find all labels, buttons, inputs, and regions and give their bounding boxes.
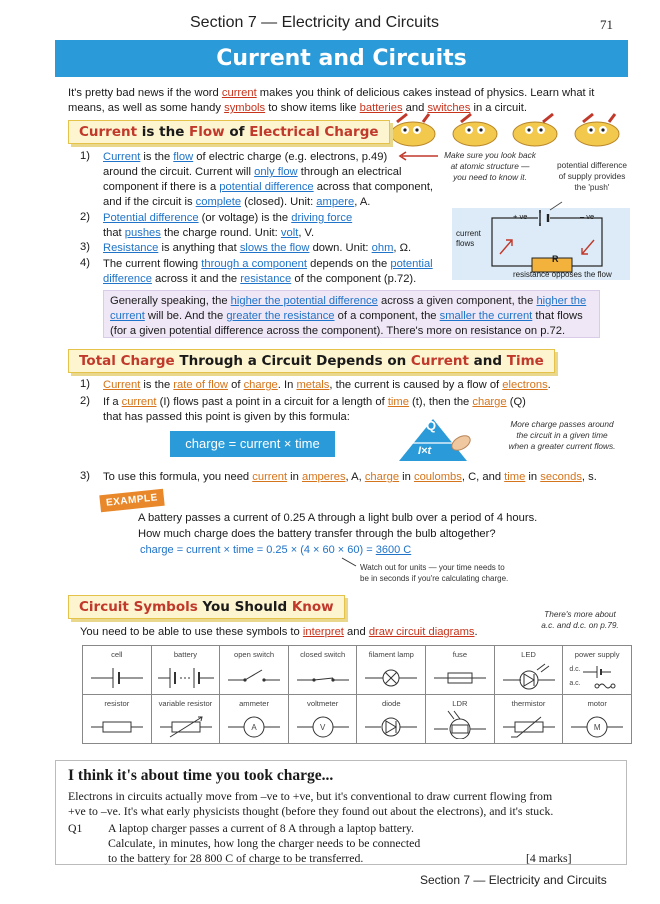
symbols-intro: You need to be able to use these symbols to interpret and draw circuit diagrams. bbox=[80, 626, 478, 638]
section-heading-current: Current is the Flow of Electrical Charge bbox=[68, 120, 390, 144]
symbol-open-switch: open switch bbox=[220, 646, 289, 695]
s1-item4-line2: difference across it and the resistance of the component (p.72). bbox=[103, 273, 417, 285]
symbol-led: LED bbox=[494, 646, 563, 695]
question-box-para-1: Electrons in circuits actually move from –ve to +ve, but it's conventional to draw current flowing from bbox=[68, 789, 553, 803]
triangle-bottom: I×t bbox=[418, 445, 432, 457]
s2-item1: Current is the rate of flow of charge. In metals, the current is caused by a flow of electrons. bbox=[103, 379, 551, 391]
symbol-resistor: resistor bbox=[83, 695, 152, 744]
s2-item2-line2: that has passed this point is given by this formula: bbox=[103, 411, 350, 423]
question-marks: [4 marks] bbox=[526, 851, 572, 865]
s1-item1-line3: component if there is a potential difference across that component, bbox=[103, 181, 434, 193]
item-number: 3) bbox=[80, 241, 90, 253]
item-number: 4) bbox=[80, 257, 90, 269]
s1-item2-line1: Potential difference (or voltage) is the driving force bbox=[103, 212, 353, 224]
s1-item4-line1: The current flowing through a component depends on the potential bbox=[103, 258, 433, 270]
symbol-thermistor: thermistor bbox=[494, 695, 563, 744]
page-title: Current and Circuits bbox=[55, 40, 628, 77]
item-number: 1) bbox=[80, 378, 90, 390]
symbol-ammeter: ammeter A bbox=[220, 695, 289, 744]
cake-illustrations bbox=[383, 112, 631, 150]
example-text: A battery passes a current of 0.25 A through a light bulb over a period of 4 hours. How much charge does the battery transfer through the bulb altogether? bbox=[138, 512, 538, 540]
s1-item1-line2: around the circuit. Current will only flow through an electrical bbox=[103, 166, 402, 178]
symbol-voltmeter: voltmeter V bbox=[288, 695, 357, 744]
symbol-variable-resistor: variable resistor bbox=[151, 695, 220, 744]
s1-item3: Resistance is anything that slows the flow down. Unit: ohm, Ω. bbox=[103, 242, 412, 254]
s1-item2-line2: that pushes the charge round. Unit: volt, V. bbox=[103, 227, 315, 239]
section-header: Section 7 — Electricity and Circuits bbox=[190, 14, 439, 31]
cake-1-icon bbox=[391, 114, 435, 146]
s2-item2-line1: If a current (I) flows past a point in a circuit for a length of time (t), then the charge (Q) bbox=[103, 396, 526, 408]
arrow-icon bbox=[396, 150, 440, 162]
symbol-motor: motor M bbox=[563, 695, 632, 744]
cake-2-icon bbox=[453, 114, 497, 146]
intro-line-2: means, as well as some handy symbols to show items like batteries and switches in a circuit. bbox=[68, 102, 527, 114]
triangle-top: Q bbox=[426, 418, 437, 433]
formula-box: charge = current × time bbox=[170, 431, 335, 457]
diagram-caption: resistance opposes the flow bbox=[513, 270, 612, 279]
question-line-3: to the battery for 28 800 C of charge to be transferred. bbox=[108, 851, 364, 865]
question-label: Q1 bbox=[68, 821, 83, 835]
question-line-1: A laptop charger passes a current of 8 A through a laptop battery. bbox=[108, 821, 414, 835]
current-flows-label: current flows bbox=[456, 229, 481, 248]
example-badge: EXAMPLE bbox=[99, 489, 164, 513]
note-ac-dc: There's more about a.c. and d.c. on p.79. bbox=[541, 609, 619, 630]
item-number: 2) bbox=[80, 211, 90, 223]
question-box bbox=[55, 760, 627, 865]
item-number: 2) bbox=[80, 395, 90, 407]
note-more-charge: More charge passes around the circuit in a given time when a greater current flows. bbox=[508, 419, 616, 451]
question-box-title: I think it's about time you took charge... bbox=[68, 767, 334, 784]
symbol-battery: battery bbox=[151, 646, 220, 695]
footer: Section 7 — Electricity and Circuits bbox=[420, 873, 607, 887]
symbol-fuse: fuse bbox=[426, 646, 495, 695]
plus-label: + ve bbox=[513, 212, 528, 221]
item-number: 1) bbox=[80, 150, 90, 162]
symbol-cell: cell bbox=[83, 646, 152, 695]
note-atomic-structure: Make sure you look back at atomic structure — you need to know it. bbox=[444, 150, 536, 182]
section-heading-total-charge: Total Charge Through a Circuit Depends on Current and Time bbox=[68, 349, 555, 373]
circuit-symbols-table bbox=[82, 645, 632, 744]
item-number: 3) bbox=[80, 470, 90, 482]
cake-3-icon bbox=[513, 114, 557, 146]
question-box-para-2: +ve to –ve. It's what early physicists thought (before they found out about the electrons), and it's stuck. bbox=[68, 804, 554, 818]
pd-label: potential difference of supply provides the 'push' bbox=[557, 160, 627, 192]
s1-item1-line1: Current is the flow of electric charge (e.g. electrons, p.49) bbox=[103, 151, 388, 163]
resistor-label: R bbox=[552, 254, 559, 264]
pointer-icon bbox=[340, 556, 360, 568]
symbol-closed-switch: closed switch bbox=[288, 646, 357, 695]
cake-4-icon bbox=[575, 114, 619, 146]
symbol-filament-lamp: filament lamp bbox=[357, 646, 426, 695]
example-equation: charge = current × time = 0.25 × (4 × 60 × 60) = 3600 C bbox=[140, 544, 412, 556]
page-number: 71 bbox=[600, 17, 613, 32]
question-line-2: Calculate, in minutes, how long the charger needs to be connected bbox=[108, 836, 421, 850]
minus-label: – ve bbox=[580, 212, 595, 221]
symbol-diode: diode bbox=[357, 695, 426, 744]
summary-box: Generally speaking, the higher the potential difference across a given component, the higher the current will be. And the greater the resistance of a component, the smaller the current that flows (for a given potential difference across the component). There's more on resistance on p.72. bbox=[103, 290, 600, 338]
section-heading-symbols: Circuit Symbols You Should Know bbox=[68, 595, 345, 619]
s2-item3: To use this formula, you need current in amperes, A, charge in coulombs, C, and time in seconds, s. bbox=[103, 471, 597, 483]
watch-units-note: Watch out for units — your time needs to be in seconds if you're calculating charge. bbox=[360, 563, 509, 583]
symbol-power-supply: power supply d.c. a.c. bbox=[563, 646, 632, 695]
s1-item1-line4: and if the circuit is complete (closed). Unit: ampere, A. bbox=[103, 196, 371, 208]
intro-line-1: It's pretty bad news if the word current makes you think of delicious cakes instead of physics. Learn what it bbox=[68, 87, 595, 99]
symbol-ldr: LDR bbox=[426, 695, 495, 744]
